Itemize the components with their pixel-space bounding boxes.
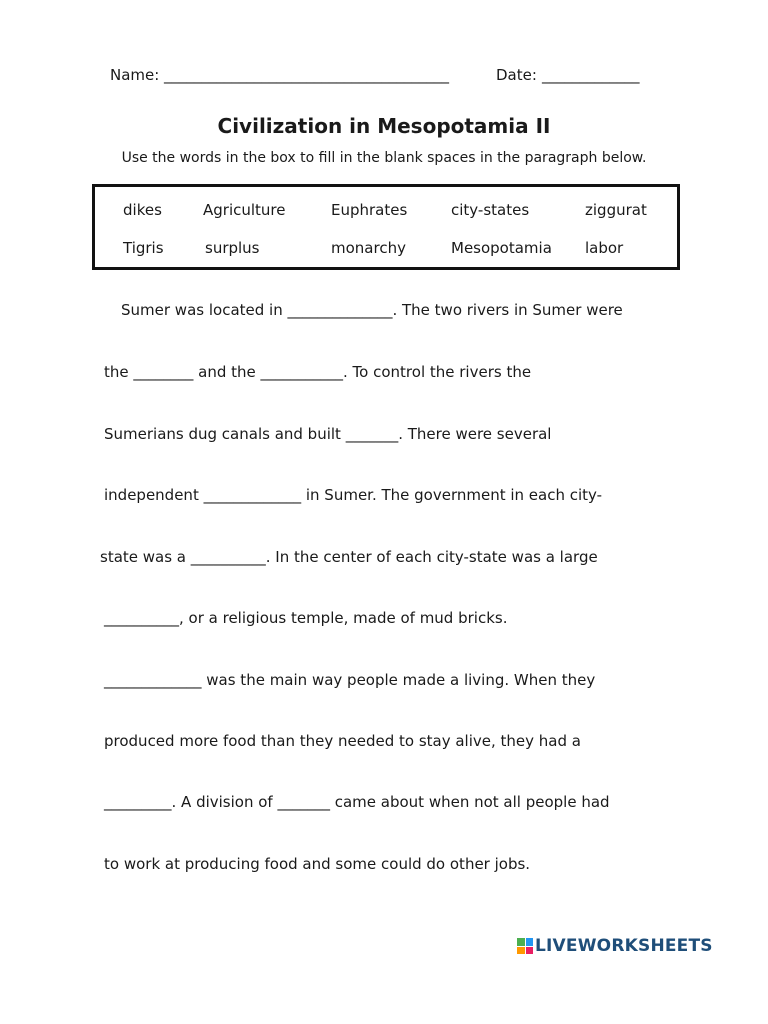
liveworksheets-logo-icon: [517, 938, 533, 954]
name-field[interactable]: ______________________________________: [164, 66, 449, 84]
word-bank-item: Agriculture: [203, 201, 286, 219]
date-label: Date:: [496, 66, 537, 84]
word-bank-item: surplus: [205, 239, 260, 257]
paragraph-line: produced more food than they needed to stay alive, they had a: [104, 732, 581, 750]
date-field[interactable]: _____________: [542, 66, 640, 84]
word-bank-item: monarchy: [331, 239, 406, 257]
paragraph-line: to work at producing food and some could do other jobs.: [104, 855, 531, 873]
page-title: Civilization in Mesopotamia II: [217, 114, 551, 138]
word-bank-item: ziggurat: [585, 201, 647, 219]
word-bank-item: labor: [585, 239, 624, 257]
paragraph-line: __________, or a religious temple, made of mud bricks.: [104, 609, 508, 627]
word-bank-item: dikes: [123, 201, 162, 219]
word-bank-item: Tigris: [123, 239, 164, 257]
paragraph-line: Sumerians dug canals and built _______. There were several: [104, 425, 552, 443]
paragraph-line: Sumer was located in ______________. The two rivers in Sumer were: [121, 301, 623, 319]
liveworksheets-logo: [517, 936, 713, 956]
logo-text: LIVEWORKSHEETS: [535, 936, 713, 956]
paragraph-line: the ________ and the ___________. To control the rivers the: [104, 363, 532, 381]
word-bank-item: Mesopotamia: [451, 239, 552, 257]
instructions: Use the words in the box to fill in the blank spaces in the paragraph below.: [121, 150, 647, 166]
paragraph-line: state was a __________. In the center of each city-state was a large: [100, 548, 598, 566]
paragraph-line: _____________ was the main way people made a living. When they: [104, 671, 596, 689]
word-bank: [92, 184, 680, 270]
paragraph-line: independent _____________ in Sumer. The government in each city-: [104, 486, 603, 504]
name-label: Name:: [110, 66, 160, 84]
word-bank-item: Euphrates: [331, 201, 408, 219]
paragraph-line: _________. A division of _______ came about when not all people had: [104, 793, 610, 811]
word-bank-item: city-states: [451, 201, 530, 219]
